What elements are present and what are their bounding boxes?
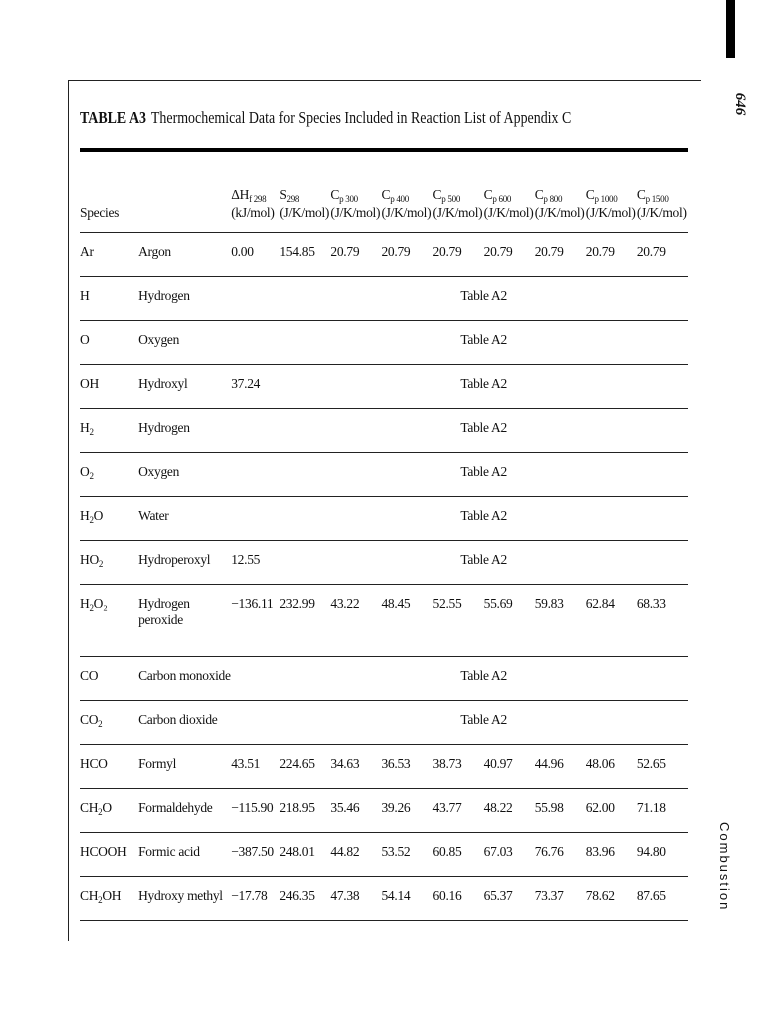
formula-main: H — [80, 508, 90, 523]
value-cell: 20.79 — [586, 233, 637, 277]
species-name — [138, 233, 231, 277]
value-cell: 71.18 — [637, 789, 688, 833]
value-cell: 20.79 — [637, 233, 688, 277]
column-subscript: p 800 — [543, 193, 563, 204]
species-name — [138, 833, 231, 877]
formula-tail: O — [93, 508, 104, 523]
table-row — [80, 585, 688, 657]
formula-main: O — [80, 464, 90, 479]
species-name-line: Carbon dioxide — [138, 712, 218, 727]
species-name-line: Argon — [138, 244, 171, 259]
enthalpy-cell: 0.00 — [231, 233, 279, 277]
column-subscript: p 600 — [492, 193, 512, 204]
table-row — [80, 409, 688, 453]
value-cell: 20.79 — [433, 233, 484, 277]
column-symbol: C — [483, 186, 493, 202]
value-cell: 60.85 — [433, 833, 484, 877]
reference-cell: Table A2 — [279, 365, 688, 409]
value-cell: 60.16 — [433, 877, 484, 921]
enthalpy-cell: −387.50 — [231, 833, 279, 877]
species-formula — [80, 277, 138, 321]
formula-subscript: 2 — [89, 427, 94, 437]
species-name — [138, 277, 231, 321]
value-cell: 47.38 — [330, 877, 381, 921]
header-row — [80, 152, 688, 233]
value-cell: 218.95 — [279, 789, 330, 833]
enthalpy-cell: −136.11 — [231, 585, 279, 657]
species-name — [138, 541, 231, 585]
running-head: Combustion — [717, 822, 732, 912]
table-row — [80, 701, 688, 745]
value-cell: 36.53 — [381, 745, 432, 789]
species-name — [138, 409, 231, 453]
page-number: 646 — [732, 92, 748, 116]
species-name — [138, 497, 231, 541]
table-row — [80, 541, 688, 585]
column-unit: (J/K/mol) — [585, 205, 636, 221]
species-formula — [80, 833, 138, 877]
species-name — [138, 745, 231, 789]
formula-tail: OH — [102, 888, 122, 903]
value-cell: 224.65 — [279, 745, 330, 789]
species-name — [138, 321, 231, 365]
enthalpy-cell: 37.24 — [231, 365, 279, 409]
formula-main: H — [80, 288, 90, 303]
formula-main: CO — [80, 712, 99, 727]
value-cell: 67.03 — [484, 833, 535, 877]
value-cell: 55.69 — [484, 585, 535, 657]
species-formula — [80, 365, 138, 409]
species-formula — [80, 701, 138, 745]
species-name — [138, 585, 231, 657]
species-name — [138, 365, 231, 409]
value-cell: 232.99 — [279, 585, 330, 657]
enthalpy-cell — [231, 277, 279, 321]
table-label: TABLE A3 — [80, 108, 146, 127]
value-cell: 78.62 — [586, 877, 637, 921]
table-row — [80, 877, 688, 921]
formula-main: OH — [80, 376, 99, 391]
reference-cell: Table A2 — [279, 497, 688, 541]
species-formula — [80, 657, 138, 701]
column-unit: (J/K/mol) — [432, 205, 483, 221]
species-name-line: Hydrogen — [138, 288, 190, 303]
species-name-line: Hydroxyl — [138, 376, 188, 391]
formula-main: HO — [80, 552, 99, 567]
page-edge-bar — [726, 0, 735, 58]
column-symbol: ΔH — [231, 186, 250, 202]
formula-subscript: 2 — [89, 515, 94, 525]
value-cell: 20.79 — [484, 233, 535, 277]
formula-main: HCO — [80, 756, 108, 771]
column-symbol: C — [381, 186, 391, 202]
column-symbol: S — [279, 186, 287, 202]
value-cell: 62.00 — [586, 789, 637, 833]
column-unit: (J/K/mol) — [330, 205, 381, 221]
column-unit: (J/K/mol) — [636, 205, 687, 221]
value-cell: 34.63 — [330, 745, 381, 789]
species-name — [138, 877, 231, 921]
enthalpy-cell — [231, 701, 279, 745]
value-cell: 44.96 — [535, 745, 586, 789]
value-cell: 20.79 — [535, 233, 586, 277]
value-cell: 52.65 — [637, 745, 688, 789]
formula-main: HCOOH — [80, 844, 127, 859]
enthalpy-cell: −115.90 — [231, 789, 279, 833]
species-name — [138, 789, 231, 833]
value-cell: 53.52 — [381, 833, 432, 877]
reference-cell: Table A2 — [279, 541, 688, 585]
column-symbol: C — [330, 186, 340, 202]
column-symbol: C — [636, 186, 646, 202]
column-header — [484, 152, 535, 233]
value-cell: 38.73 — [433, 745, 484, 789]
column-unit: (J/K/mol) — [534, 205, 585, 221]
species-header: Species — [80, 152, 138, 233]
formula-subscript: 2 — [89, 603, 94, 613]
value-cell: 39.26 — [381, 789, 432, 833]
species-formula — [80, 321, 138, 365]
enthalpy-cell — [231, 497, 279, 541]
value-cell: 154.85 — [279, 233, 330, 277]
column-unit: (kJ/mol) — [231, 205, 275, 221]
value-cell: 94.80 — [637, 833, 688, 877]
species-name-line: Hydrogen — [138, 420, 190, 435]
table-row — [80, 745, 688, 789]
value-cell: 65.37 — [484, 877, 535, 921]
column-header — [279, 152, 330, 233]
value-cell: 40.97 — [484, 745, 535, 789]
table-row — [80, 833, 688, 877]
value-cell: 59.83 — [535, 585, 586, 657]
column-symbol: C — [432, 186, 442, 202]
name-header — [138, 152, 231, 233]
column-subscript: p 300 — [339, 193, 358, 204]
value-cell: 246.35 — [279, 877, 330, 921]
column-unit: (J/K/mol) — [483, 205, 534, 221]
column-header — [330, 152, 381, 233]
value-cell: 54.14 — [381, 877, 432, 921]
table-row — [80, 657, 688, 701]
value-cell: 87.65 — [637, 877, 688, 921]
enthalpy-cell — [231, 453, 279, 497]
value-cell: 48.22 — [484, 789, 535, 833]
value-cell: 48.45 — [381, 585, 432, 657]
enthalpy-cell: −17.78 — [231, 877, 279, 921]
column-symbol: C — [534, 186, 544, 202]
formula-subscript: 2 — [98, 719, 103, 729]
thermo-table — [80, 152, 688, 921]
reference-cell: Table A2 — [279, 321, 688, 365]
value-cell: 55.98 — [535, 789, 586, 833]
enthalpy-cell — [231, 657, 279, 701]
value-cell: 43.22 — [330, 585, 381, 657]
formula-main: CO — [80, 668, 99, 683]
value-cell: 44.82 — [330, 833, 381, 877]
reference-cell: Table A2 — [279, 453, 688, 497]
column-header — [586, 152, 637, 233]
formula-main: H — [80, 596, 90, 611]
enthalpy-cell: 12.55 — [231, 541, 279, 585]
enthalpy-cell: 43.51 — [231, 745, 279, 789]
formula-subscript: 2 — [98, 559, 104, 569]
formula-subscript: 2 — [89, 471, 94, 481]
species-formula — [80, 453, 138, 497]
formula-main: CH — [80, 888, 99, 903]
value-cell: 43.77 — [433, 789, 484, 833]
value-cell: 76.76 — [535, 833, 586, 877]
reference-cell: Table A2 — [279, 657, 688, 701]
column-subscript: p 1000 — [594, 193, 618, 204]
column-subscript: 298 — [286, 193, 300, 204]
table-row — [80, 497, 688, 541]
column-header — [433, 152, 484, 233]
column-header — [231, 152, 279, 233]
species-formula — [80, 541, 138, 585]
formula-subscript: 2 — [98, 807, 103, 817]
species-formula — [80, 233, 138, 277]
column-header — [535, 152, 586, 233]
species-formula — [80, 745, 138, 789]
table-row — [80, 321, 688, 365]
value-cell: 248.01 — [279, 833, 330, 877]
species-formula — [80, 789, 138, 833]
species-formula — [80, 877, 138, 921]
species-name — [138, 657, 231, 701]
reference-cell: Table A2 — [279, 277, 688, 321]
column-header — [637, 152, 688, 233]
species-formula — [80, 409, 138, 453]
table-row — [80, 453, 688, 497]
reference-cell: Table A2 — [279, 409, 688, 453]
formula-main: H — [80, 420, 90, 435]
species-name-line: Formic acid — [138, 844, 200, 859]
formula-main: O — [80, 332, 90, 347]
value-cell: 68.33 — [637, 585, 688, 657]
table-title: Thermochemical Data for Species Included in Reaction List of Appendix C — [150, 108, 572, 127]
formula-subscript: 2 — [98, 895, 103, 905]
species-name-line: peroxide — [138, 612, 183, 627]
species-name-line: Formaldehyde — [138, 800, 213, 815]
table-row — [80, 789, 688, 833]
species-formula — [80, 497, 138, 541]
value-cell: 20.79 — [381, 233, 432, 277]
column-unit: (J/K/mol) — [381, 205, 432, 221]
species-name-line: Carbon monoxide — [138, 668, 231, 683]
species-name — [138, 453, 231, 497]
column-symbol: C — [585, 186, 595, 202]
value-cell: 48.06 — [586, 745, 637, 789]
table-row — [80, 365, 688, 409]
column-subscript: p 1500 — [645, 193, 669, 204]
enthalpy-cell — [231, 409, 279, 453]
table-body — [80, 233, 688, 921]
column-subscript: f 298 — [249, 193, 267, 204]
formula-main: Ar — [80, 244, 94, 259]
table-caption — [80, 108, 571, 128]
species-name-line: Hydroperoxyl — [138, 552, 211, 567]
table-row — [80, 277, 688, 321]
column-unit: (J/K/mol) — [279, 205, 330, 221]
column-subscript: p 500 — [441, 193, 461, 204]
species-name-line: Oxygen — [138, 464, 180, 479]
formula-tail: O₂ — [93, 596, 108, 611]
species-name-line: Hydroxy methyl — [138, 888, 223, 903]
formula-tail: O — [102, 800, 112, 815]
species-name — [138, 701, 231, 745]
enthalpy-cell — [231, 321, 279, 365]
value-cell: 52.55 — [433, 585, 484, 657]
value-cell: 35.46 — [330, 789, 381, 833]
column-subscript: p 400 — [390, 193, 409, 204]
formula-main: CH — [80, 800, 99, 815]
value-cell: 62.84 — [586, 585, 637, 657]
value-cell: 83.96 — [586, 833, 637, 877]
table-row — [80, 233, 688, 277]
column-header — [381, 152, 432, 233]
species-formula — [80, 585, 138, 657]
value-cell: 73.37 — [535, 877, 586, 921]
species-name-line: Formyl — [138, 756, 177, 771]
species-name-line: Hydrogen — [138, 596, 190, 611]
species-name-line: Oxygen — [138, 332, 180, 347]
value-cell: 20.79 — [330, 233, 381, 277]
species-name-line: Water — [138, 508, 169, 523]
reference-cell: Table A2 — [279, 701, 688, 745]
